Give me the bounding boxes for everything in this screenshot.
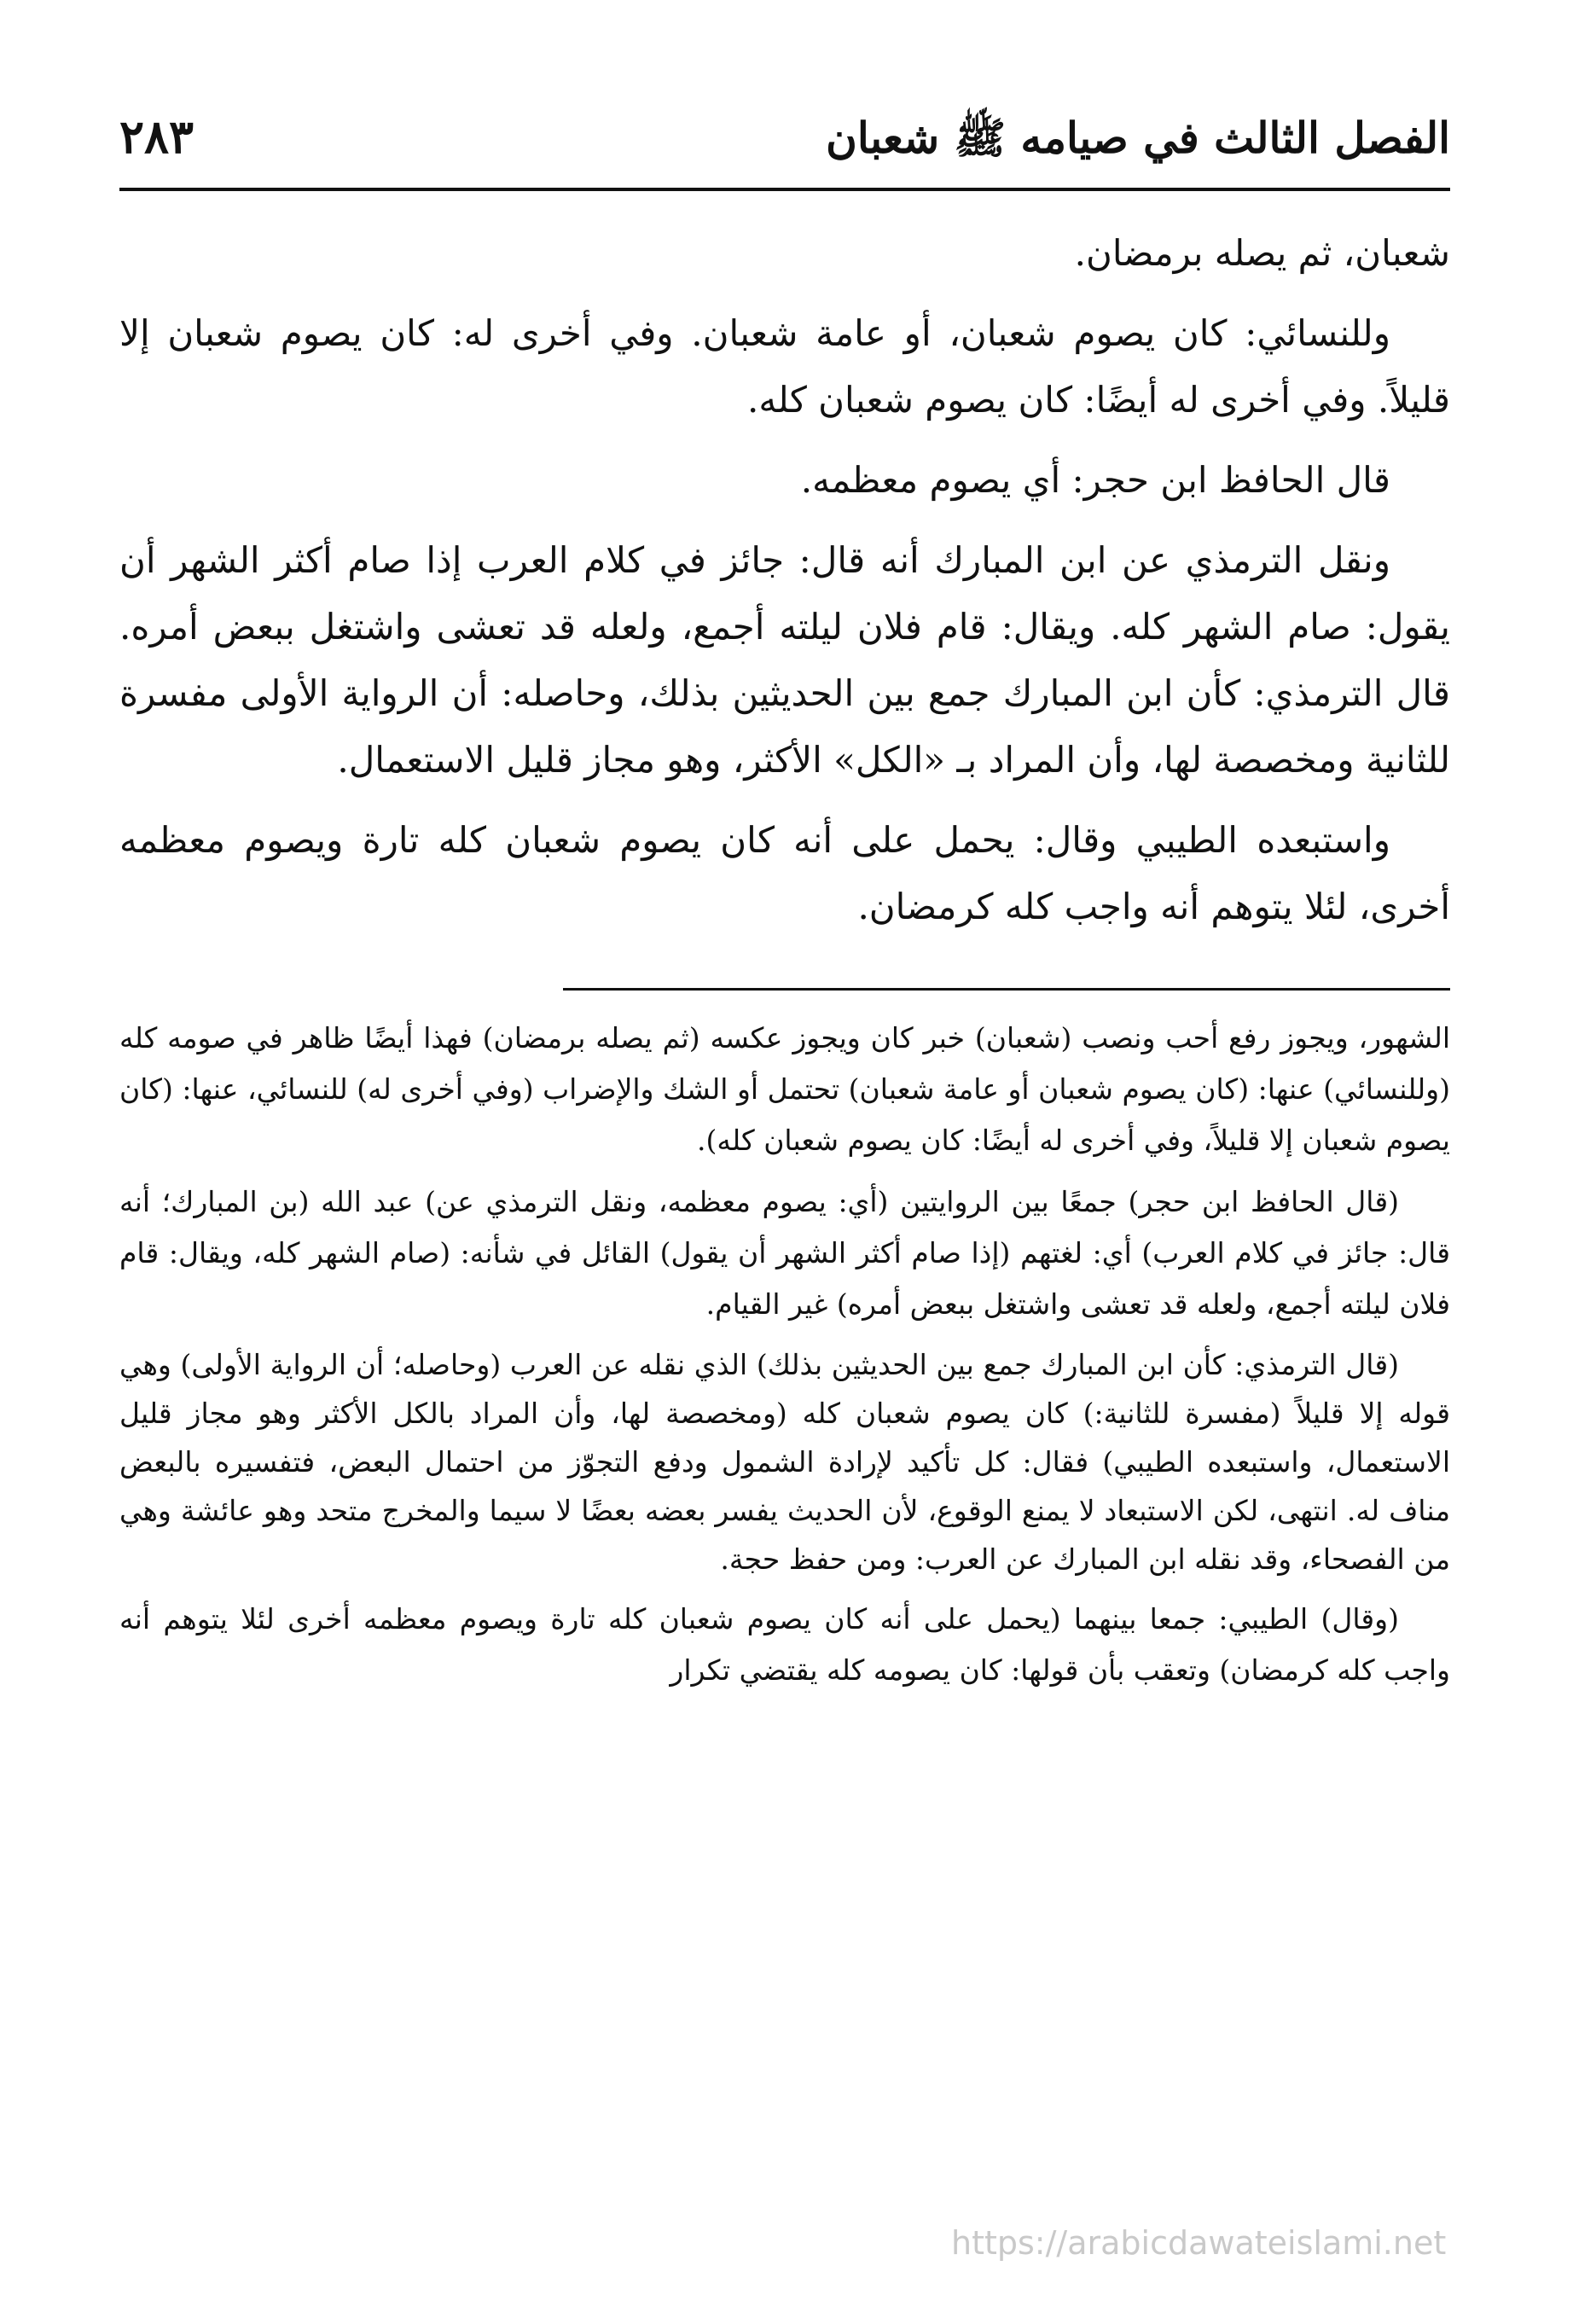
main-text	[119, 220, 1450, 940]
page-number: ٢٨٣	[119, 109, 194, 164]
commentary-divider	[563, 988, 1450, 991]
main-paragraph: ونقل الترمذي عن ابن المبارك أنه قال: جائز في كلام العرب إذا صام أكثر الشهر أن يقول: صام الشهر كله. ويقال: قام فلان ليلته أجمع، ولعله قد تعشى واشتغل ببعض أمره. قال الترمذي: كأن ابن المبارك جمع بين الحديثين بذلك، وحاصله: أن الرواية الأولى مفسرة للثانية ومخصصة لها، وأن المراد بـ «الكل» الأكثر، وهو مجاز قليل الاستعمال.	[119, 539, 1450, 781]
chapter-title: الفصل الثالث في صيامه ﷺ شعبان	[826, 113, 1450, 163]
commentary-section	[119, 1013, 1450, 1696]
commentary-paragraph: الشهور، ويجوز رفع أحب ونصب (شعبان) خبر كان ويجوز عكسه (ثم يصله برمضان) فهذا أيضًا ظاهر في صومه كله (وللنسائي) عنها: (كان يصوم شعبان أو عامة شعبان) تحتمل أو الشك والإضراب (وفي أخرى له) للنسائي، عنها: (كان يصوم شعبان إلا قليلاً، وفي أخرى له أيضًا: كان يصوم شعبان كله).	[119, 1021, 1450, 1157]
watermark-url: https://arabicdawateislami.net	[951, 2224, 1447, 2262]
main-paragraph: شعبان، ثم يصله برمضان.	[1074, 232, 1450, 274]
commentary-paragraph: (وقال) الطيبي: جمعا بينهما (يحمل على أنه كان يصوم شعبان كله تارة ويصوم معظمه أخرى لئلا يتوهم أنه واجب كله كرمضان) وتعقب بأن قولها: كان يصومه كله يقتضي تكرار	[119, 1602, 1450, 1687]
page-header	[119, 102, 1450, 179]
main-paragraph: قال الحافظ ابن حجر: أي يصوم معظمه.	[800, 459, 1390, 501]
header-divider	[119, 188, 1450, 191]
main-paragraph: وللنسائي: كان يصوم شعبان، أو عامة شعبان. وفي أخرى له: كان يصوم شعبان إلا قليلاً. وفي أخرى له أيضًا: كان يصوم شعبان كله.	[119, 312, 1450, 421]
book-page	[119, 102, 1450, 1706]
main-paragraph: واستبعده الطيبي وقال: يحمل على أنه كان يصوم شعبان كله تارة ويصوم معظمه أخرى، لئلا يتوهم أنه واجب كله كرمضان.	[119, 819, 1450, 927]
commentary-paragraph: (قال الترمذي: كأن ابن المبارك جمع بين الحديثين بذلك) الذي نقله عن العرب (وحاصله؛ أن الرواية الأولى) وهي قوله إلا قليلاً (مفسرة للثانية:) كان يصوم شعبان كله (ومخصصة لها، وأن المراد بالكل الأكثر وهو مجاز قليل الاستعمال، واستبعده الطيبي) فقال: كل تأكيد لإرادة الشمول ودفع التجوّز من احتمال البعض، فتفسيره بالبعض مناف له. انتهى، لكن الاستبعاد لا يمنع الوقوع، لأن الحديث يفسر بعضه بعضًا لا سيما والمخرج متحد وهو عائشة وهي من الفصحاء، وقد نقله ابن المبارك عن العرب: ومن حفظ حجة.	[119, 1348, 1450, 1576]
commentary-paragraph: (قال الحافظ ابن حجر) جمعًا بين الروايتين (أي: يصوم معظمه، ونقل الترمذي عن) عبد الله (بن المبارك؛ أنه قال: جائز في كلام العرب) أي: لغتهم (إذا صام أكثر الشهر أن يقول) القائل في شأنه: (صام الشهر كله، ويقال: قام فلان ليلته أجمع، ولعله قد تعشى واشتغل ببعض أمره) غير القيام.	[119, 1185, 1450, 1321]
